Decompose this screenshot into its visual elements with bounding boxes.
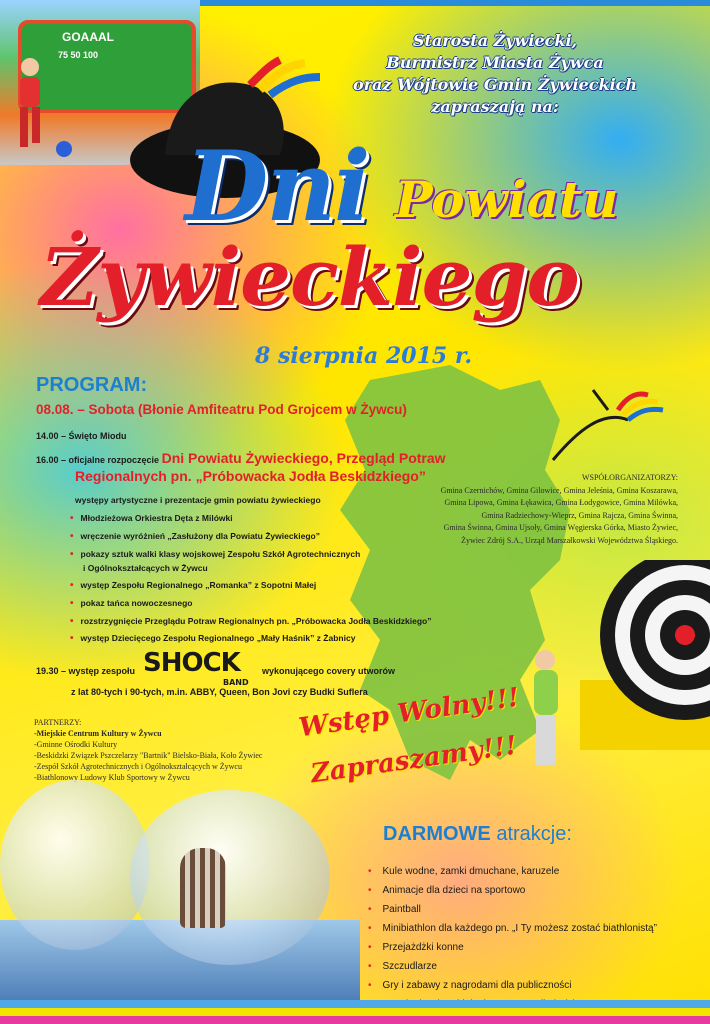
person-in-ball xyxy=(180,848,226,928)
child-figure xyxy=(8,55,48,155)
opening-title-a: Dni Powiatu Żywieckiego, Przegląd Potraw xyxy=(161,450,446,466)
goal-sign: GOAAAL xyxy=(62,30,114,44)
program-item-concert: 19.30 – występ zespołu xyxy=(36,666,136,676)
coorganizers-line: Gmina Radziechowy-Wieprz, Gmina Rajcza, Gmina Świnna, xyxy=(481,510,678,520)
event-date: 8 sierpnia 2015 r. xyxy=(255,343,473,369)
program-bullet: • wręczenie wyróżnień „Zasłużony dla Powiatu Żywieckiego” xyxy=(70,531,320,542)
attractions-heading xyxy=(383,823,572,846)
program-day: 08.08. – Sobota (Błonie Amfiteatru Pod Grojcem w Żywcu) xyxy=(36,402,407,417)
program-item-opening-cont xyxy=(75,468,426,484)
program-intro: występy artystyczne i prezentacje gmin powiatu żywieckiego xyxy=(75,495,321,505)
coorganizers-line: Żywiec Zdrój S.A., Urząd Marszałkowski Województwa Śląskiego. xyxy=(461,535,678,545)
coorganizers-heading: WSPÓŁORGANIZATORZY: xyxy=(581,473,678,482)
attraction-item: • Gry i zabawy z nagrodami dla publiczności xyxy=(368,980,572,991)
attractions-heading-a: DARMOWE xyxy=(383,823,491,845)
program-bullet: • Młodzieżowa Orkiestra Dęta z Milówki xyxy=(70,513,233,524)
attraction-item: • Szczudlarze xyxy=(368,961,437,972)
shock-band-logo xyxy=(143,648,249,687)
header-line-4: zapraszają na: xyxy=(431,97,559,116)
ball-icon xyxy=(55,140,73,158)
program-bullet: • pokaz tańca nowoczesnego xyxy=(70,598,192,609)
children-photo xyxy=(520,640,580,790)
attraction-item: • Przejażdżki konne xyxy=(368,942,464,953)
opening-title-b: Regionalnych pn. „Próbowacka Jodła Beskidzkiego” xyxy=(75,468,426,484)
invite-slogan: Zapraszamy!!! xyxy=(308,730,519,790)
attraction-item: • Paintball xyxy=(368,904,421,915)
header-line-3: oraz Wójtowie Gmin Żywieckich xyxy=(352,75,638,94)
program-item-opening xyxy=(36,450,446,466)
title-dni: Dni xyxy=(185,130,369,243)
attractions-heading-b: atrakcje: xyxy=(496,823,572,845)
attraction-item: • Minibiathlon dla każdego pn. „I Ty możesz zostać biathlonistą” xyxy=(368,923,657,934)
dartboard-photo xyxy=(580,560,710,750)
title-powiatu: Powiatu xyxy=(395,170,619,229)
county-logo-icon xyxy=(548,380,668,470)
program-bullet: • występ Dziecięcego Zespołu Regionalnego „Mały Haśnik” z Żabnicy xyxy=(70,633,355,644)
invitation-header xyxy=(330,30,660,118)
partners-heading: PARTNERZY: xyxy=(34,718,82,727)
band-sub: BAND xyxy=(223,678,249,687)
header-line-2: Burmistrz Miasta Żywca xyxy=(386,53,604,72)
program-bullet: • pokazy sztuk walki klasy wojskowej Zespołu Szkół Agrotechnicznych xyxy=(70,549,360,560)
title-zywieckiego: Żywieckiego xyxy=(40,230,579,324)
band-name: SHOCK xyxy=(143,648,240,678)
partner-item: -Beskidzki Związek Pszczelarzy "Bartnik" Bielsko-Biała, Koło Żywiec xyxy=(34,751,263,760)
water-ball xyxy=(130,790,330,965)
coorganizers-line: Gmina Czernichów, Gmina Gilowice, Gmina Jeleśnia, Gmina Koszarawa, xyxy=(440,485,678,495)
partner-item: -Miejskie Centrum Kultury w Żywcu xyxy=(34,729,162,738)
partner-item: -Gminne Ośrodki Kultury xyxy=(34,740,118,749)
bottom-stripes xyxy=(0,1000,710,1024)
header-line-1: Starosta Żywiecki, xyxy=(412,31,578,50)
attraction-item: • Animacje dla dzieci na sportowo xyxy=(368,885,525,896)
coorganizers-block xyxy=(410,472,678,547)
concert-suffix: wykonującego covery utworów xyxy=(262,666,396,676)
program-item-honey: 14.00 – Święto Miodu xyxy=(36,431,127,441)
opening-prefix: 16.00 – oficjalne rozpoczęcie xyxy=(36,455,160,465)
program-bullet-cont: i Ogólnokształcących w Żywcu xyxy=(83,563,208,573)
partner-item: -Zespół Szkół Agrotechnicznych i Ogólnokształcących w Żywcu xyxy=(34,762,242,771)
coorganizers-line: Gmina Lipowa, Gmina Łękawica, Gmina Łodygowice, Gmina Milówka, xyxy=(444,498,678,507)
partners-block xyxy=(34,717,262,783)
program-bullet: • rozstrzygnięcie Przeglądu Potraw Regionalnych pn. „Próbowacka Jodła Beskidzkiego” xyxy=(70,616,431,627)
partner-item: -Biathlonowy Ludowy Klub Sportowy w Żywcu xyxy=(34,773,190,782)
program-heading: PROGRAM: xyxy=(36,374,148,396)
concert-cont: z lat 80-tych i 90-tych, m.in. ABBY, Queen, Bon Jovi czy Budki Suflera xyxy=(71,687,368,697)
free-entry-slogan: Wstęp Wolny!!! xyxy=(296,682,522,744)
attraction-item: • Kule wodne, zamki dmuchane, karuzele xyxy=(368,866,559,877)
coorganizers-line: Gmina Świnna, Gmina Ujsoły, Gmina Węgierska Górka, Miasto Żywiec, xyxy=(443,523,678,532)
goal-scores: 75 50 100 xyxy=(58,50,99,60)
water-ball xyxy=(0,780,150,950)
program-bullet: • występ Zespołu Regionalnego „Romanka” z Sopotni Małej xyxy=(70,580,316,591)
